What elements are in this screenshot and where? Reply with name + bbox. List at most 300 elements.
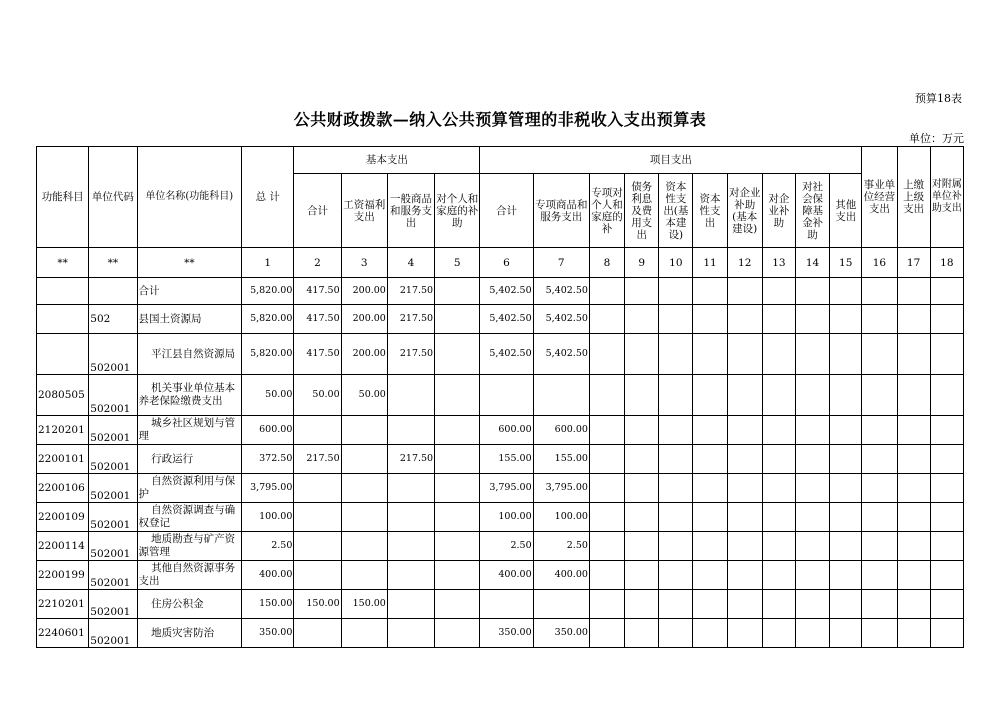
empty-cell [625,474,659,503]
cell-wage: 200.00 [341,305,387,334]
empty-cell [693,445,727,474]
empty-cell [693,375,727,416]
empty-cell [862,334,897,375]
column-index-cell: 13 [762,248,795,278]
column-index-cell: 9 [625,248,659,278]
column-index-cell: 15 [830,248,862,278]
empty-cell [693,503,727,532]
empty-cell [693,305,727,334]
empty-cell [727,416,762,445]
cell-wage [341,474,387,503]
cell-wage [341,619,387,648]
table-row [37,561,964,590]
cell-wage [341,416,387,445]
cell-p-total [480,590,533,619]
cell-b-total: 217.50 [294,445,341,474]
column-index-cell: 2 [294,248,341,278]
column-index-cell: 18 [930,248,963,278]
column-index-cell: 4 [387,248,434,278]
budget-table [36,146,964,648]
empty-cell [625,590,659,619]
empty-cell [659,532,693,561]
table-row [37,278,964,305]
table-row [37,503,964,532]
empty-cell [589,561,624,590]
empty-cell [727,561,762,590]
cell-name: 机关事业单位基本养老保险缴费支出 [137,375,242,416]
empty-cell [862,305,897,334]
empty-cell [625,305,659,334]
empty-cell [659,416,693,445]
cell-unit: 502001 [89,619,137,648]
cell-wage: 200.00 [341,278,387,305]
unit-label: 单位：万元 [909,132,964,145]
empty-cell [897,590,930,619]
empty-cell [862,561,897,590]
empty-cell [795,590,829,619]
cell-p-total: 3,795.00 [480,474,533,503]
empty-cell [762,503,795,532]
cell-goods [387,474,434,503]
empty-cell [930,416,963,445]
empty-cell [693,561,727,590]
empty-cell [795,416,829,445]
cell-unit: 502001 [89,445,137,474]
table-row [37,305,964,334]
empty-cell [693,474,727,503]
empty-cell [862,503,897,532]
empty-cell [930,619,963,648]
cell-p-total: 350.00 [480,619,533,648]
empty-cell [762,305,795,334]
empty-cell [897,305,930,334]
header-project-group: 项目支出 [480,147,862,174]
empty-cell [693,532,727,561]
column-index-cell: 6 [480,248,533,278]
cell-special: 2.50 [533,532,589,561]
cell-name: 地质勘查与矿产资源管理 [137,532,242,561]
cell-b-total: 417.50 [294,305,341,334]
cell-name: 城乡社区规划与管理 [137,416,242,445]
column-index-cell: 14 [795,248,829,278]
header-enterprise: 对企业补助 [762,174,795,248]
cell-goods [387,532,434,561]
cell-wage: 200.00 [341,334,387,375]
column-index-cell: 7 [533,248,589,278]
cell-p-total: 5,402.50 [480,278,533,305]
cell-p-total: 5,402.50 [480,305,533,334]
cell-func: 2080505 [37,375,89,416]
empty-cell [897,532,930,561]
empty-cell [589,305,624,334]
cell-name: 自然资源调查与确权登记 [137,503,242,532]
cell-b-total: 417.50 [294,334,341,375]
cell-personal [435,278,480,305]
header-general-goods: 一般商品和服务支出 [387,174,434,248]
empty-cell [897,416,930,445]
empty-cell [727,278,762,305]
cell-goods [387,619,434,648]
cell-special: 5,402.50 [533,278,589,305]
cell-b-total [294,532,341,561]
empty-cell [862,619,897,648]
empty-cell [625,532,659,561]
cell-p-total: 600.00 [480,416,533,445]
empty-cell [897,445,930,474]
cell-special: 3,795.00 [533,474,589,503]
empty-cell [930,474,963,503]
cell-name: 其他自然资源事务支出 [137,561,242,590]
cell-unit: 502001 [89,590,137,619]
empty-cell [930,375,963,416]
empty-cell [897,334,930,375]
cell-p-total: 400.00 [480,561,533,590]
cell-personal [435,561,480,590]
empty-cell [659,445,693,474]
empty-cell [589,532,624,561]
form-number: 预算18表 [915,92,962,105]
empty-cell [795,305,829,334]
cell-name: 住房公积金 [137,590,242,619]
cell-name: 县国土资源局 [137,305,242,334]
cell-name: 自然资源利用与保护 [137,474,242,503]
cell-goods [387,590,434,619]
empty-cell [762,334,795,375]
empty-cell [727,305,762,334]
empty-cell [762,561,795,590]
cell-b-total [294,416,341,445]
header-public-institution: 事业单位经营支出 [862,147,897,248]
cell-func [37,305,89,334]
cell-b-total: 50.00 [294,375,341,416]
cell-special: 5,402.50 [533,305,589,334]
empty-cell [762,590,795,619]
empty-cell [589,278,624,305]
empty-cell [727,503,762,532]
empty-cell [625,503,659,532]
empty-cell [589,334,624,375]
header-personal-family: 对个人和家庭的补助 [435,174,480,248]
cell-personal [435,474,480,503]
column-index-cell: ** [89,248,137,278]
header-debt-interest: 债务利息及费用支出 [625,174,659,248]
empty-cell [897,561,930,590]
cell-wage [341,445,387,474]
empty-cell [930,278,963,305]
cell-goods [387,416,434,445]
cell-total: 5,820.00 [242,334,294,375]
cell-goods [387,503,434,532]
cell-total: 5,820.00 [242,305,294,334]
empty-cell [762,278,795,305]
cell-goods [387,561,434,590]
column-index-cell: ** [37,248,89,278]
empty-cell [930,305,963,334]
cell-total: 100.00 [242,503,294,532]
header-subsidiary: 对附属单位补助支出 [930,147,963,248]
table-row [37,416,964,445]
empty-cell [727,445,762,474]
table-row [37,375,964,416]
cell-special: 5,402.50 [533,334,589,375]
cell-unit: 502001 [89,503,137,532]
cell-func: 2240601 [37,619,89,648]
cell-name: 平江县自然资源局 [137,334,242,375]
cell-func: 2200199 [37,561,89,590]
empty-cell [830,416,862,445]
cell-unit: 502001 [89,532,137,561]
empty-cell [659,590,693,619]
cell-goods: 217.50 [387,278,434,305]
header-capital-base: 资本性支出(基本建设) [659,174,693,248]
empty-cell [727,619,762,648]
empty-cell [830,334,862,375]
cell-total: 600.00 [242,416,294,445]
cell-func: 2200106 [37,474,89,503]
cell-total: 350.00 [242,619,294,648]
cell-total: 150.00 [242,590,294,619]
empty-cell [625,561,659,590]
cell-unit: 502 [89,305,137,334]
empty-cell [897,619,930,648]
column-index-cell: 12 [727,248,762,278]
cell-personal [435,375,480,416]
empty-cell [795,532,829,561]
cell-b-total: 417.50 [294,278,341,305]
cell-unit: 502001 [89,561,137,590]
empty-cell [862,375,897,416]
cell-special [533,375,589,416]
empty-cell [625,278,659,305]
cell-special: 155.00 [533,445,589,474]
cell-personal [435,503,480,532]
empty-cell [693,334,727,375]
cell-total: 400.00 [242,561,294,590]
empty-cell [897,375,930,416]
cell-func: 2200109 [37,503,89,532]
empty-cell [762,375,795,416]
empty-cell [589,445,624,474]
header-social-security: 对社会保障基金补助 [795,174,829,248]
empty-cell [693,590,727,619]
empty-cell [795,619,829,648]
empty-cell [830,532,862,561]
empty-cell [659,375,693,416]
cell-total: 372.50 [242,445,294,474]
empty-cell [830,278,862,305]
empty-cell [830,375,862,416]
cell-special: 600.00 [533,416,589,445]
cell-unit: 502001 [89,416,137,445]
empty-cell [762,619,795,648]
table-row [37,445,964,474]
empty-cell [727,375,762,416]
empty-cell [930,503,963,532]
header-capital: 资本性支出 [693,174,727,248]
empty-cell [589,503,624,532]
empty-cell [862,416,897,445]
cell-wage: 150.00 [341,590,387,619]
cell-wage: 50.00 [341,375,387,416]
empty-cell [830,619,862,648]
column-index-cell: 11 [693,248,727,278]
table-row [37,619,964,648]
empty-cell [589,619,624,648]
table-row [37,474,964,503]
empty-cell [727,532,762,561]
empty-cell [795,334,829,375]
empty-cell [659,474,693,503]
cell-name: 行政运行 [137,445,242,474]
cell-personal [435,590,480,619]
table-row [37,334,964,375]
empty-cell [862,445,897,474]
empty-cell [659,561,693,590]
cell-total: 3,795.00 [242,474,294,503]
empty-cell [693,416,727,445]
empty-cell [762,445,795,474]
empty-cell [625,416,659,445]
cell-func [37,278,89,305]
cell-special [533,590,589,619]
cell-wage [341,561,387,590]
page-title: 公共财政拨款—纳入公共预算管理的非税收入支出预算表 [293,110,707,129]
empty-cell [762,474,795,503]
empty-cell [762,416,795,445]
header-proj-personal: 专项对个人和家庭的补 [589,174,624,248]
table-row [37,532,964,561]
empty-cell [897,503,930,532]
empty-cell [795,561,829,590]
empty-cell [830,503,862,532]
empty-cell [830,305,862,334]
header-upper-payment: 上缴上级支出 [897,147,930,248]
cell-unit [89,278,137,305]
cell-p-total: 155.00 [480,445,533,474]
cell-func: 2200114 [37,532,89,561]
cell-goods [387,375,434,416]
header-enterprise-base: 对企业补助(基本建设) [727,174,762,248]
cell-goods: 217.50 [387,445,434,474]
empty-cell [625,445,659,474]
cell-func: 2200101 [37,445,89,474]
header-other: 其他支出 [830,174,862,248]
empty-cell [862,532,897,561]
header-unit-name: 单位名称(功能科目) [137,147,242,248]
header-basic-total: 合计 [294,174,341,248]
cell-b-total [294,619,341,648]
empty-cell [659,503,693,532]
table-row [37,590,964,619]
cell-total: 2.50 [242,532,294,561]
cell-personal [435,416,480,445]
empty-cell [659,334,693,375]
cell-special: 400.00 [533,561,589,590]
empty-cell [727,334,762,375]
cell-unit: 502001 [89,375,137,416]
cell-personal [435,305,480,334]
column-index-cell: 3 [341,248,387,278]
cell-total: 50.00 [242,375,294,416]
cell-personal [435,445,480,474]
empty-cell [930,445,963,474]
cell-unit: 502001 [89,474,137,503]
empty-cell [830,561,862,590]
column-index-cell: ** [137,248,242,278]
empty-cell [762,532,795,561]
column-index-row [37,248,964,278]
column-index-cell: 17 [897,248,930,278]
empty-cell [930,561,963,590]
cell-special: 100.00 [533,503,589,532]
cell-special: 350.00 [533,619,589,648]
empty-cell [830,474,862,503]
empty-cell [862,590,897,619]
empty-cell [693,619,727,648]
cell-b-total [294,474,341,503]
empty-cell [625,619,659,648]
cell-b-total [294,561,341,590]
cell-p-total: 5,402.50 [480,334,533,375]
cell-goods: 217.50 [387,334,434,375]
empty-cell [830,445,862,474]
cell-personal [435,619,480,648]
cell-func: 2210201 [37,590,89,619]
empty-cell [589,375,624,416]
empty-cell [795,278,829,305]
empty-cell [930,334,963,375]
empty-cell [659,278,693,305]
empty-cell [930,590,963,619]
cell-goods: 217.50 [387,305,434,334]
cell-personal [435,334,480,375]
column-index-cell: 16 [862,248,897,278]
empty-cell [589,416,624,445]
cell-p-total [480,375,533,416]
empty-cell [589,590,624,619]
header-special-goods: 专项商品和服务支出 [533,174,589,248]
cell-personal [435,532,480,561]
empty-cell [795,445,829,474]
cell-name: 地质灾害防治 [137,619,242,648]
column-index-cell: 5 [435,248,480,278]
cell-b-total [294,503,341,532]
header-total: 总 计 [242,147,294,248]
empty-cell [930,532,963,561]
column-index-cell: 8 [589,248,624,278]
header-wage-welfare: 工资福利支出 [341,174,387,248]
cell-func: 2120201 [37,416,89,445]
empty-cell [589,474,624,503]
empty-cell [862,278,897,305]
header-proj-total: 合计 [480,174,533,248]
cell-wage [341,503,387,532]
header-func-code: 功能科目 [37,147,89,248]
empty-cell [862,474,897,503]
empty-cell [795,503,829,532]
cell-unit: 502001 [89,334,137,375]
empty-cell [693,278,727,305]
empty-cell [625,375,659,416]
empty-cell [659,305,693,334]
empty-cell [897,474,930,503]
empty-cell [659,619,693,648]
cell-p-total: 2.50 [480,532,533,561]
header-basic-group: 基本支出 [294,147,480,174]
cell-name: 合计 [137,278,242,305]
cell-p-total: 100.00 [480,503,533,532]
cell-func [37,334,89,375]
